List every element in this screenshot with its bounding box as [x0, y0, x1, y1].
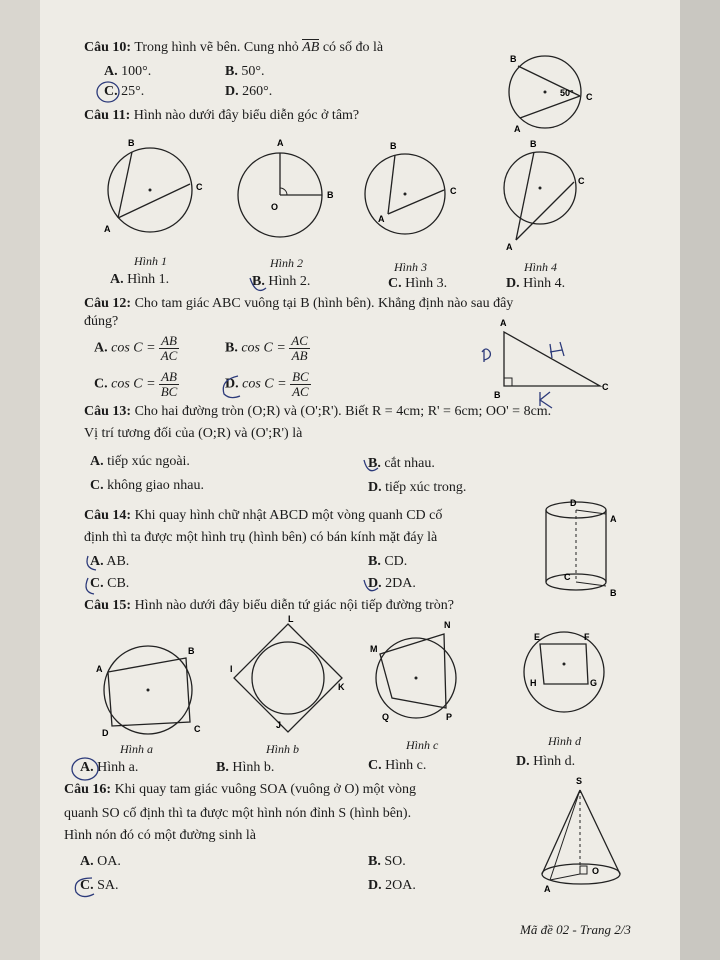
exam-page [60, 28, 660, 948]
svg-text:D: D [102, 728, 109, 738]
q10-arc: AB [302, 40, 320, 55]
q14-option-a[interactable]: A. AB. [90, 554, 130, 569]
q16-figure [536, 776, 626, 896]
q13-text: Cho hai đường tròn (O;R) và (O';R'). Biết R = 4cm; R' = 6cm; OO' = 8cm. [134, 404, 552, 419]
q15-option-d[interactable]: D. Hình d. [516, 754, 576, 769]
svg-text:P: P [446, 712, 453, 722]
svg-text:Q: Q [382, 712, 390, 722]
q10-option-d[interactable]: D. 260°. [225, 84, 273, 99]
q13-answer-mark [360, 452, 386, 476]
q15-option-c[interactable]: C. Hình c. [368, 758, 427, 773]
q13-option-c[interactable]: C. không giao nhau. [90, 478, 204, 493]
q15-option-a[interactable]: A. Hình a. [80, 760, 139, 775]
q16-text3: Hình nón đó có một đường sinh là [64, 828, 256, 843]
svg-text:I: I [230, 664, 233, 674]
q12-text2: đúng? [84, 314, 119, 329]
svg-text:B: B [530, 139, 537, 149]
q12-stem [84, 296, 513, 312]
q11-caption-2: Hình 2 [270, 256, 303, 270]
q10-fig-angle: 50° [560, 88, 574, 98]
svg-text:A: A [506, 242, 513, 252]
q12-figure [490, 318, 610, 412]
svg-text:A: A [96, 664, 103, 674]
svg-text:J: J [276, 720, 282, 730]
svg-text:B: B [327, 190, 334, 200]
svg-text:C: C [578, 176, 585, 186]
q12-text: Cho tam giác ABC vuông tại B (hình bên). Khẳng định nào sau đây [134, 296, 514, 311]
q16-text2: quanh SO cố định thì ta được một hình nón đỉnh S (hình bên). [64, 806, 412, 821]
q10-text: Trong hình vẽ bên. Cung nhỏ [134, 40, 299, 55]
q10-label: Câu 10: [84, 40, 132, 55]
q14-option-b[interactable]: B. CD. [368, 554, 408, 569]
q15-text: Hình nào dưới đây biểu diễn tứ giác nội tiếp đường tròn? [134, 598, 455, 613]
q16-fig-label-a: A [544, 884, 551, 894]
q13-text2: Vị trí tương đối của (O;R) và (O';R') là [84, 426, 303, 441]
q16-text: Khi quay tam giác vuông SOA (vuông ở O) một vòng [114, 782, 416, 797]
q15-figure-c [366, 620, 476, 734]
q10-option-c[interactable]: C. 25°. [104, 84, 145, 99]
q10-fig-label-c: C [586, 92, 593, 102]
q13-option-b[interactable]: B. cắt nhau. [368, 456, 435, 471]
q12-option-c[interactable]: C. cos C = $\frac{AB}{BC}$ [94, 369, 178, 399]
q11-stem [84, 108, 359, 124]
q15-label: Câu 15: [84, 598, 132, 613]
q14-stem [84, 508, 442, 524]
svg-text:A: A [277, 138, 284, 148]
q16-fig-label-s: S [576, 776, 583, 786]
q11-option-c[interactable]: C. Hình 3. [388, 276, 448, 291]
q14-text: Khi quay hình chữ nhật ABCD một vòng quanh CD cố [134, 508, 443, 523]
svg-text:M: M [370, 644, 378, 654]
q13-option-d[interactable]: D. tiếp xúc trong. [368, 480, 467, 495]
q11-figure-1 [100, 140, 210, 250]
svg-text:E: E [534, 632, 541, 642]
q15-figure-a [90, 642, 220, 742]
q10-text2: có số đo là [322, 40, 384, 55]
svg-text:C: C [196, 182, 203, 192]
svg-text:B: B [390, 141, 397, 151]
q10-fig-label-b: B [510, 54, 517, 64]
q15-option-b[interactable]: B. Hình b. [216, 760, 275, 775]
q15-caption-b: Hình b [266, 742, 299, 756]
q12-fig-label-b: B [494, 390, 501, 400]
page-footer: Mã đề 02 - Trang 2/3 [520, 922, 631, 937]
q16-label: Câu 16: [64, 782, 112, 797]
q12-label: Câu 12: [84, 296, 132, 311]
q14-text2: định thì ta được một hình trụ (hình bên) có bán kính mặt đáy là [84, 530, 438, 545]
q11-label: Câu 11: [84, 108, 131, 123]
svg-text:C: C [194, 724, 201, 734]
q14-fig-label-b: B [610, 588, 617, 598]
svg-text:K: K [338, 682, 345, 692]
q12-fig-label-a: A [500, 318, 507, 328]
q16-option-a[interactable]: A. OA. [80, 854, 121, 869]
q11-caption-4: Hình 4 [524, 260, 557, 274]
svg-text:B: B [128, 138, 135, 148]
q14-answer-mark [82, 552, 112, 598]
q11-answer-mark [246, 270, 276, 296]
q15-caption-a: Hình a [120, 742, 153, 756]
q11-option-b[interactable]: B. Hình 2. [252, 274, 311, 289]
next-page-edge [680, 0, 720, 960]
q15-figure-d [520, 628, 610, 718]
q15-caption-d: Hình d [548, 734, 581, 748]
q14-fig-label-a: A [610, 514, 617, 524]
q12-option-b[interactable]: B. cos C = $\frac{AC}{AB}$ [225, 333, 308, 363]
q14-figure [542, 496, 632, 606]
q16-option-d[interactable]: D. 2OA. [368, 878, 416, 893]
svg-text:G: G [590, 678, 598, 688]
svg-text:L: L [288, 614, 294, 624]
q15-figure-b [230, 614, 350, 734]
svg-text:B: B [188, 646, 195, 656]
q10-option-a[interactable]: A. 100°. [104, 64, 152, 79]
svg-text:C: C [450, 186, 457, 196]
q11-caption-3: Hình 3 [394, 260, 427, 274]
q11-figure-4 [490, 139, 600, 256]
q15-caption-c: Hình c [406, 738, 439, 752]
q14-fig-label-c: C [564, 572, 571, 582]
q14-label: Câu 14: [84, 508, 132, 523]
q16-option-b[interactable]: B. SO. [368, 854, 406, 869]
svg-text:O: O [271, 202, 279, 212]
q14-option-d[interactable]: D. 2DA. [368, 576, 416, 591]
q10-stem [84, 40, 383, 56]
svg-text:N: N [444, 620, 451, 630]
q14-option-c[interactable]: C. CB. [90, 576, 130, 591]
q16-stem [64, 782, 416, 798]
q15-stem [84, 598, 454, 614]
q14-answer-mark-2 [360, 574, 386, 598]
q14-fig-label-d: D [570, 498, 577, 508]
q13-stem [84, 404, 551, 420]
q11-figure-3 [360, 141, 470, 256]
q12-answer-mark [218, 372, 248, 402]
q10-fig-label-a: A [514, 124, 521, 134]
svg-text:A: A [378, 214, 385, 224]
q10-answer-mark [96, 78, 136, 104]
svg-text:F: F [584, 632, 590, 642]
q11-figure-2 [235, 140, 345, 250]
q10-figure [500, 44, 600, 134]
svg-text:A: A [104, 224, 111, 234]
q12-fig-label-c: C [602, 382, 609, 392]
svg-text:H: H [530, 678, 537, 688]
q11-option-d[interactable]: D. Hình 4. [506, 276, 566, 291]
q10-option-b[interactable]: B. 50°. [225, 64, 265, 79]
q11-option-a[interactable]: A. Hình 1. [110, 272, 170, 287]
q16-answer-mark [70, 874, 100, 900]
q15-answer-mark [70, 756, 100, 782]
q11-caption-1: Hình 1 [134, 254, 167, 268]
q12-option-a[interactable]: A. cos C = $\frac{AB}{AC}$ [94, 333, 178, 363]
q13-option-a[interactable]: A. tiếp xúc ngoài. [90, 454, 190, 469]
q13-label: Câu 13: [84, 404, 132, 419]
q16-option-c[interactable]: C. SA. [80, 878, 119, 893]
q12-option-d[interactable]: D. cos C = $\frac{BC}{AC}$ [225, 369, 309, 399]
q16-fig-label-o: O [592, 866, 600, 876]
q11-text: Hình nào dưới đây biểu diễn góc ở tâm? [133, 108, 360, 123]
